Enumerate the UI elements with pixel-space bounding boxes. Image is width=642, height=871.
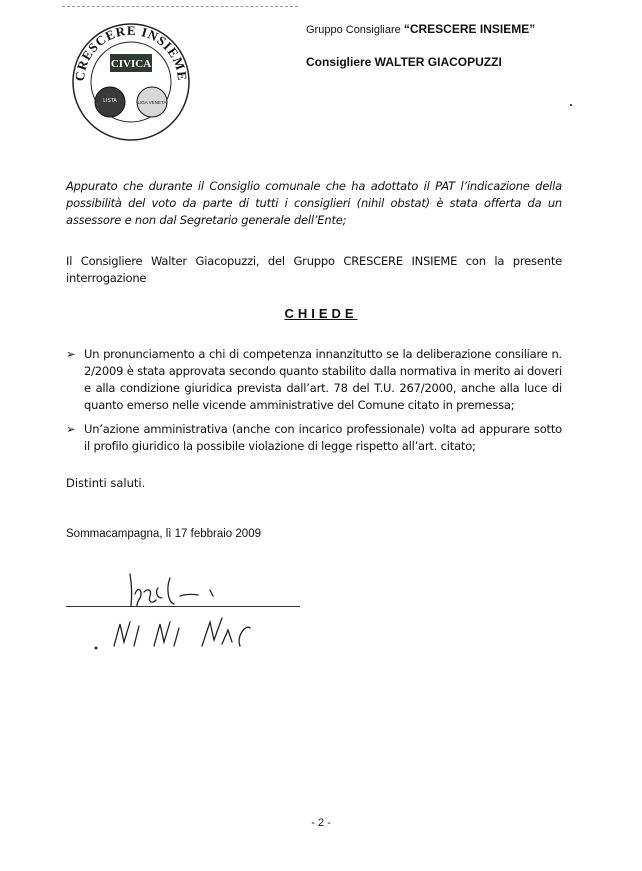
group-prefix: Gruppo Consigliare <box>306 24 401 36</box>
logo-ring-text: CRESCERE INSIEME <box>71 22 191 82</box>
premise-paragraph: Appurato che durante il Consiglio comunale che ha adottato il PAT l’indicazione della possibilità del voto da parte di tutti i consiglieri (nihil obstat) è stata offerta da un assessore e non dal Segretario generale dell’Ente; <box>66 179 562 227</box>
scan-dot <box>570 104 572 106</box>
logo-center-text: CIVICA <box>110 58 152 70</box>
list-item-text: Un pronunciamento a chi di competenza innanzitutto se la deliberazione consiliare n. 2/2009 è stata approvata secondo quanto stabilito dalla normativa in merito ai doveri e alla condizione giuridica prevista dall’art. 78 del T.U. 267/2000, anche alla luce di quanto emerso nelle vicende amministrative del Comune citato in premessa; <box>84 347 562 412</box>
logo-right-badge: LIGA VENETA <box>137 100 167 105</box>
place-and-date: Sommacampagna, lì 17 febbraio 2009 <box>66 528 261 540</box>
page-number: - 2 - <box>311 817 331 829</box>
group-name: “CRESCERE INSIEME” <box>403 22 536 36</box>
closing-greeting: Distinti saluti. <box>66 476 146 490</box>
list-item-text: Un’azione amministrativa (anche con incarico professionale) volta ad appurare sotto il profilo giuridico la possibile violazione di legge rispetto all’art. citato; <box>84 422 562 453</box>
arrow-bullet-icon: ➢ <box>66 422 76 436</box>
list-item <box>66 421 562 455</box>
list-item <box>66 346 562 414</box>
intro-paragraph: Il Consigliere Walter Giacopuzzi, del Gruppo CRESCERE INSIEME con la presente interrogazione <box>66 254 562 285</box>
crescere-insieme-logo <box>70 16 192 142</box>
scan-dash-line <box>62 6 298 7</box>
request-heading: CHIEDE <box>284 306 358 321</box>
arrow-bullet-icon: ➢ <box>66 347 76 361</box>
group-line <box>306 22 535 36</box>
logo-left-badge: LISTA <box>103 98 117 104</box>
councillor-name: Consigliere WALTER GIACOPUZZI <box>306 55 502 69</box>
handwritten-signature <box>62 566 322 676</box>
